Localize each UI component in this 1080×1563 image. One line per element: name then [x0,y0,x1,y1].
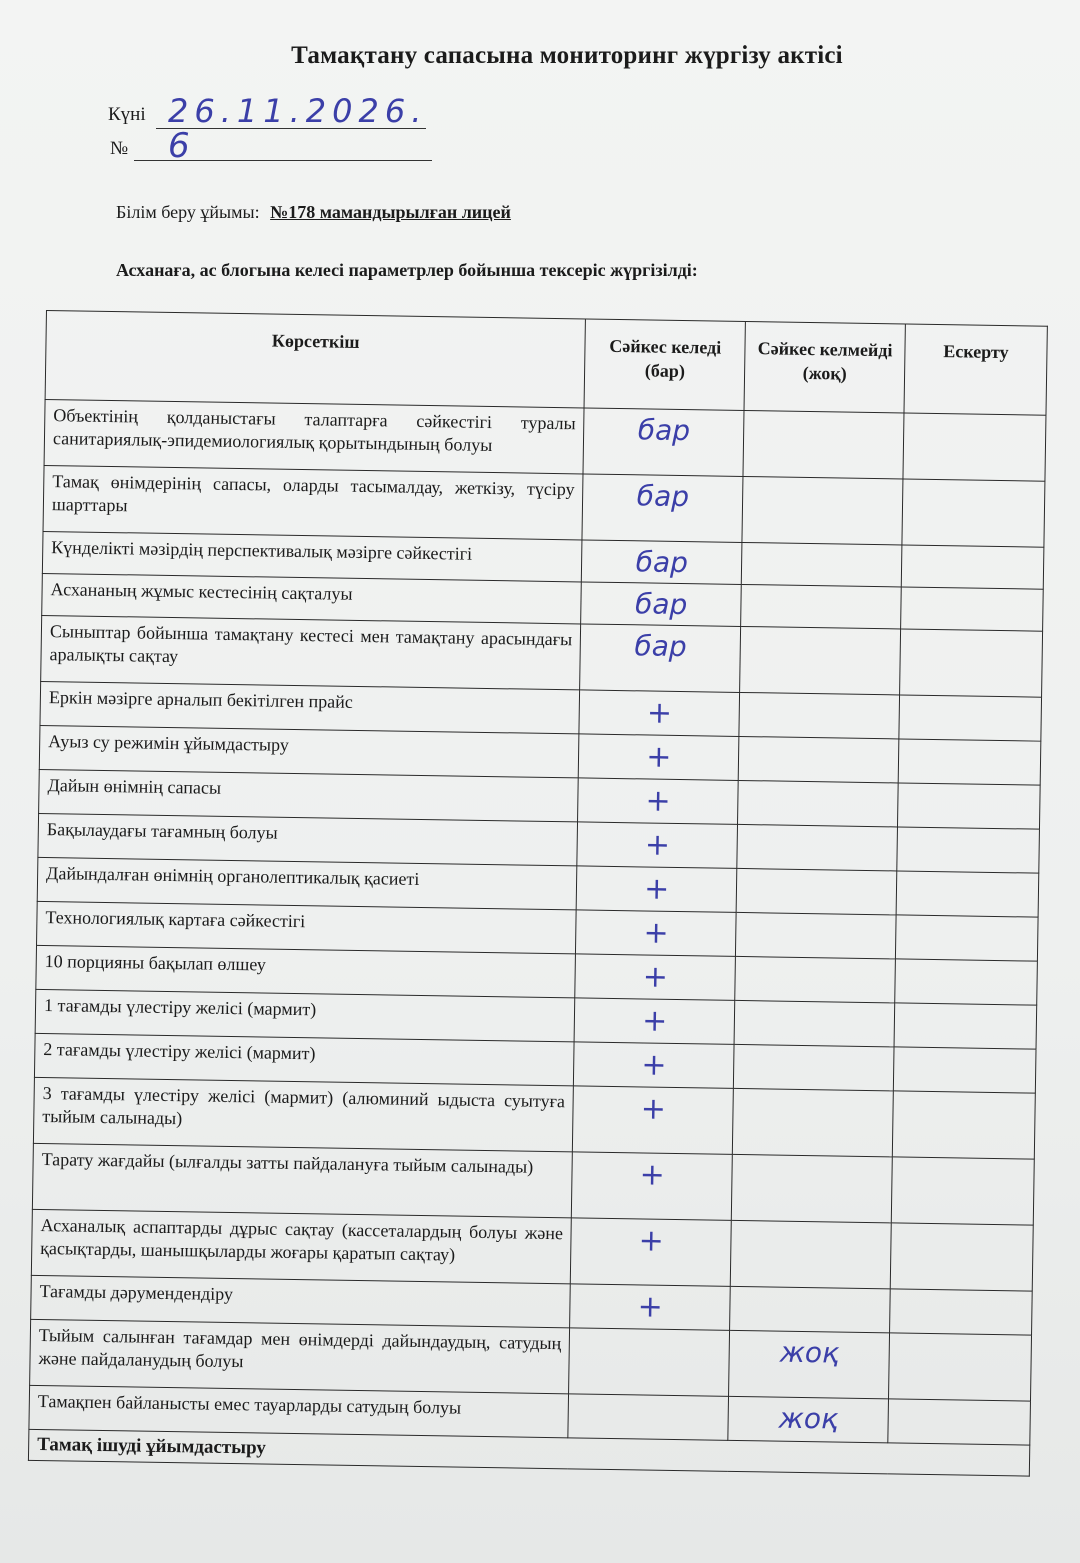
organization-line [116,202,511,223]
row-noncompliant-mark [735,956,896,1003]
date-handwritten: 26.11.2026. [168,92,428,130]
row-indicator: Тамақ өнімдерінің сапасы, оларды тасымалдау, жеткізу, түсіру шарттары [43,465,583,539]
row-compliant-mark: + [575,954,736,1001]
row-compliant-mark: бар [580,624,741,693]
row-compliant-mark: бар [582,540,742,585]
row-indicator: Бақылаудағы тағамның болуы [38,813,578,865]
row-note [903,413,1046,481]
row-note [891,1157,1034,1225]
row-note [892,1091,1035,1159]
inspection-subheading: Асханаға, ас блогына келесі параметрлер бойынша тексеріс жүргізілді: [116,260,698,280]
row-noncompliant-mark [736,868,897,915]
header-noncompliant: Сәйкес келмейді (жоқ) [744,321,905,413]
row-note [894,1003,1037,1049]
row-compliant-mark: + [574,998,735,1045]
row-noncompliant-mark [734,1000,895,1047]
document-title: Тамақтану сапасына мониторинг жүргізу актісі [291,42,843,69]
row-compliant-mark [568,1394,729,1441]
row-noncompliant-mark [730,1220,891,1289]
row-noncompliant-mark [741,584,902,629]
row-compliant-mark: + [573,1086,734,1155]
row-indicator: 3 тағамды үлестіру желісі (мармит) (алюминий ыдыста суытуға тыйым салынады) [33,1077,573,1151]
row-note [889,1333,1032,1401]
row-note [893,1047,1036,1093]
row-compliant-mark: + [574,1042,735,1089]
row-note [896,871,1039,917]
table-header-row [45,311,1047,416]
row-indicator: Объектінің қолданыстағы талаптарға сәйкестігі туралы санитариялық-эпидемиологиялық қорытындының болуы [44,399,584,473]
row-noncompliant-mark [743,410,904,479]
row-note [888,1399,1031,1445]
row-compliant-mark: бар [582,474,743,543]
header-indicator: Көрсеткіш [45,311,586,408]
row-indicator: 1 тағамды үлестіру желісі (мармит) [35,989,575,1041]
row-compliant-mark: бар [581,582,741,627]
row-indicator: Ауыз су режимін ұйымдастыру [39,725,579,777]
row-note [895,959,1038,1005]
row-compliant-mark: + [579,734,740,781]
row-indicator: Тыйым салынған тағамдар мен өнімдерді дайындаудың, сатудың және пайдаланудың болуы [30,1319,570,1393]
row-noncompliant-mark [738,736,899,783]
row-note [898,739,1041,785]
row-noncompliant-mark [740,626,901,695]
row-indicator: Күнделікті мәзірдің перспективалық мәзірге сәйкестігі [42,531,582,581]
row-note [890,1289,1033,1335]
row-indicator: Сыныптар бойынша тамақтану кестесі мен тамақтану арасындағы аралықты сақтау [41,615,581,689]
row-noncompliant-mark [736,912,897,959]
row-indicator: Еркін мәзірге арналып бекітілген прайс [40,681,580,733]
row-noncompliant-mark [741,542,902,587]
row-indicator: 10 порцияны бақылап өлшеу [36,945,576,997]
header-note: Ескерту [904,324,1047,415]
row-note [901,587,1044,631]
header-compliant: Сәйкес келеді (бар) [584,319,745,410]
row-indicator: Дайын өнімнің сапасы [39,769,579,821]
row-compliant-mark: + [578,778,739,825]
row-compliant-mark: + [576,910,737,957]
organization-label: Білім беру ұйымы: [116,202,260,222]
row-note [901,545,1044,589]
row-noncompliant-mark [739,692,900,739]
row-noncompliant-mark [733,1088,894,1157]
row-indicator: Технологиялық картаға сәйкестігі [37,901,577,953]
date-row [108,104,146,126]
row-indicator: Асхананың жұмыс кестесінің сақталуы [42,573,582,623]
row-noncompliant-mark [742,476,903,545]
row-compliant-mark: + [577,822,738,869]
inspection-table [28,310,1048,1477]
row-noncompliant-mark [738,780,899,827]
row-note [895,915,1038,961]
row-compliant-mark [569,1328,730,1397]
row-note [899,695,1042,741]
row-note [902,479,1045,547]
row-compliant-mark: + [572,1152,733,1221]
row-noncompliant-mark: жоқ [728,1396,889,1443]
row-note [900,629,1043,697]
row-compliant-mark: + [571,1218,732,1287]
row-note [890,1223,1033,1291]
row-noncompliant-mark [737,824,898,871]
table-footer: Тамақ ішуді ұйымдастыру [28,1429,1029,1476]
organization-value: №178 мамандырылған лицей [270,202,511,222]
row-compliant-mark: бар [583,408,744,477]
row-indicator: Тамақпен байланысты емес тауарларды сатудың болуы [29,1385,569,1437]
number-row [110,138,128,160]
row-indicator: Тарату жағдайы (ылғалды затты пайдалануға тыйым салынады) [32,1143,572,1217]
row-indicator: Дайындалған өнімнің органолептикалық қасиеті [37,857,577,909]
row-note [898,783,1041,829]
row-noncompliant-mark [734,1044,895,1091]
row-indicator: Тағамды дәрумендендіру [31,1275,571,1327]
row-indicator: Асханалық аспаптарды дұрыс сақтау (кассеталардың болуы және қасықтарды, шанышқыларды жоғары қаратып сақтау) [31,1209,571,1283]
number-label: № [110,138,129,159]
row-indicator: 2 тағамды үлестіру желісі (мармит) [34,1033,574,1085]
number-handwritten: 6 [168,126,190,166]
row-noncompliant-mark [730,1286,891,1333]
row-note [897,827,1040,873]
row-compliant-mark: + [579,690,740,737]
row-noncompliant-mark [731,1154,892,1223]
row-noncompliant-mark: жоқ [729,1330,890,1399]
row-compliant-mark: + [570,1284,731,1331]
row-compliant-mark: + [577,866,738,913]
date-label: Күні [108,104,146,125]
